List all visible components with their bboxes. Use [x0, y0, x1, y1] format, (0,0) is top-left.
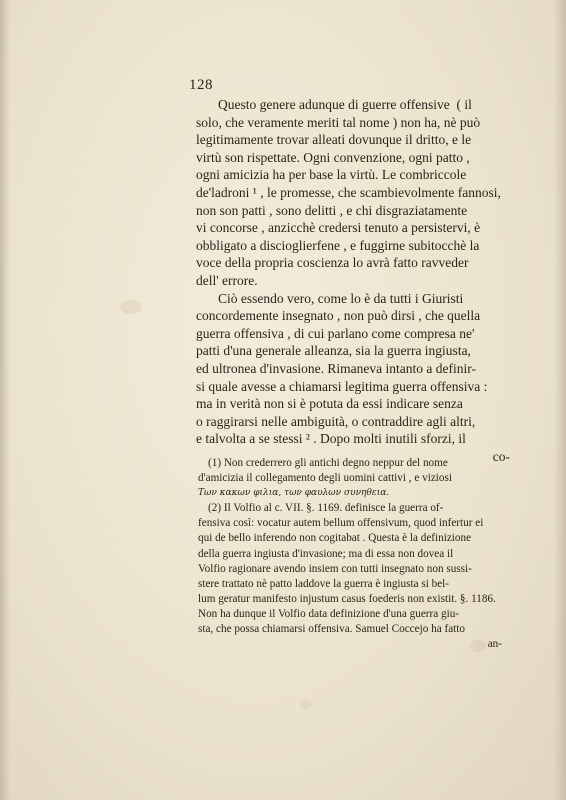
footnote-line: qui de bello inferendo non cogitabat . Questa è la definizione [198, 532, 472, 545]
page-edge-shadow-left [0, 0, 10, 800]
footnote-line: (2) Il Volfio al c. VII. §. 1169. definisce la guerra of- [208, 502, 444, 515]
paragraph-2 [196, 290, 528, 448]
footnote-1 [198, 456, 514, 501]
text-line: ed ultronea d'invasione. Rimaneva intanto a definir- [196, 360, 476, 376]
main-text-block [196, 96, 528, 465]
text-line: si quale avesse a chiamarsi legitima guerra offensiva : [196, 378, 488, 394]
text-line: solo, che veramente meriti tal nome ) non ha, nè può [196, 114, 481, 130]
text-line: legitimamente trovar alleati dovunque il dritto, e le [196, 132, 472, 148]
footnote-line: (1) Non crederrero gli antichi degno neppur del nome [208, 457, 448, 469]
text-line: vi concorse , anzicchè credersi tenuto a persistervi, è [196, 220, 481, 236]
text-line: concordemente insegnato , non può dirsi , che quella [196, 308, 481, 324]
footnote-greek-line: Των κακων φιλια, των φαυλων συνηθεια. [198, 488, 390, 499]
text-line: ma in verità non si è potuta da essi indicare senza [196, 396, 463, 412]
footnote-line: d'amicizia il collegamento degli uomini cattivi , e viziosi [198, 472, 452, 485]
text-line: patti d'una generale alleanza, sia la guerra ingiusta, [196, 343, 471, 359]
text-line: Ciò essendo vero, come lo è da tutti i Giuristi [218, 290, 464, 306]
footnote-line: stere trattato nè patto laddove la guerra è ingiusta si bel- [198, 577, 450, 590]
footnote-line: della guerra ingiusta d'invasione; ma di essa non dovea il [198, 547, 454, 560]
text-line: ogni amicizia ha per base la virtù. Le combriccole [196, 167, 467, 183]
text-line: Questo genere adunque di guerre offensive ( il [218, 97, 472, 112]
footnote-line: Non ha dunque il Volfio data definizione d'una guerra giu- [198, 607, 460, 620]
catchword: co- [492, 448, 510, 464]
footnote-2 [198, 501, 514, 637]
paper-stain [120, 300, 142, 314]
text-line: dell' errore. [196, 272, 258, 288]
text-line: e talvolta a se stessi ² . Dopo molti inutili sforzi, il [196, 431, 466, 447]
footnotes-block [198, 456, 514, 652]
text-line: virtù son rispettate. Ogni convenzione, ogni patto , [196, 149, 470, 165]
page-number: 128 [189, 77, 213, 93]
text-line: o raggirarsi nelle ambiguità, o contraddire agli altri, [196, 413, 476, 429]
footnote-line: lum geratur manifesto injustum casus foederis non existit. §. 1186. [198, 592, 496, 605]
page-edge-shadow-right [554, 0, 566, 800]
footnote-line: fensiva così: vocatur autem bellum offensivum, quod infertur ei [198, 517, 484, 530]
footnote-catchword: an- [487, 638, 502, 651]
paper-stain [300, 700, 312, 709]
text-line: non son patti , sono delitti , e chi disgraziatamente [196, 202, 468, 218]
text-line: guerra offensiva , di cui parlano come compresa ne' [196, 325, 475, 341]
paragraph-1 [196, 96, 528, 290]
footnote-line: Volfio ragionare avendo insiem con tutti insegnato non sussi- [198, 562, 472, 575]
text-line: voce della propria coscienza lo avrà fatto ravveder [196, 255, 469, 271]
footnote-line: sta, che possa chiamarsi offensiva. Samuel Coccejo ha fatto [198, 623, 465, 636]
text-line: obbligato a discioglierfene , e fuggirne subitocchè la [196, 237, 480, 253]
text-line: de'ladroni ¹ , le promesse, che scambievolmente fannosi, [196, 184, 501, 200]
